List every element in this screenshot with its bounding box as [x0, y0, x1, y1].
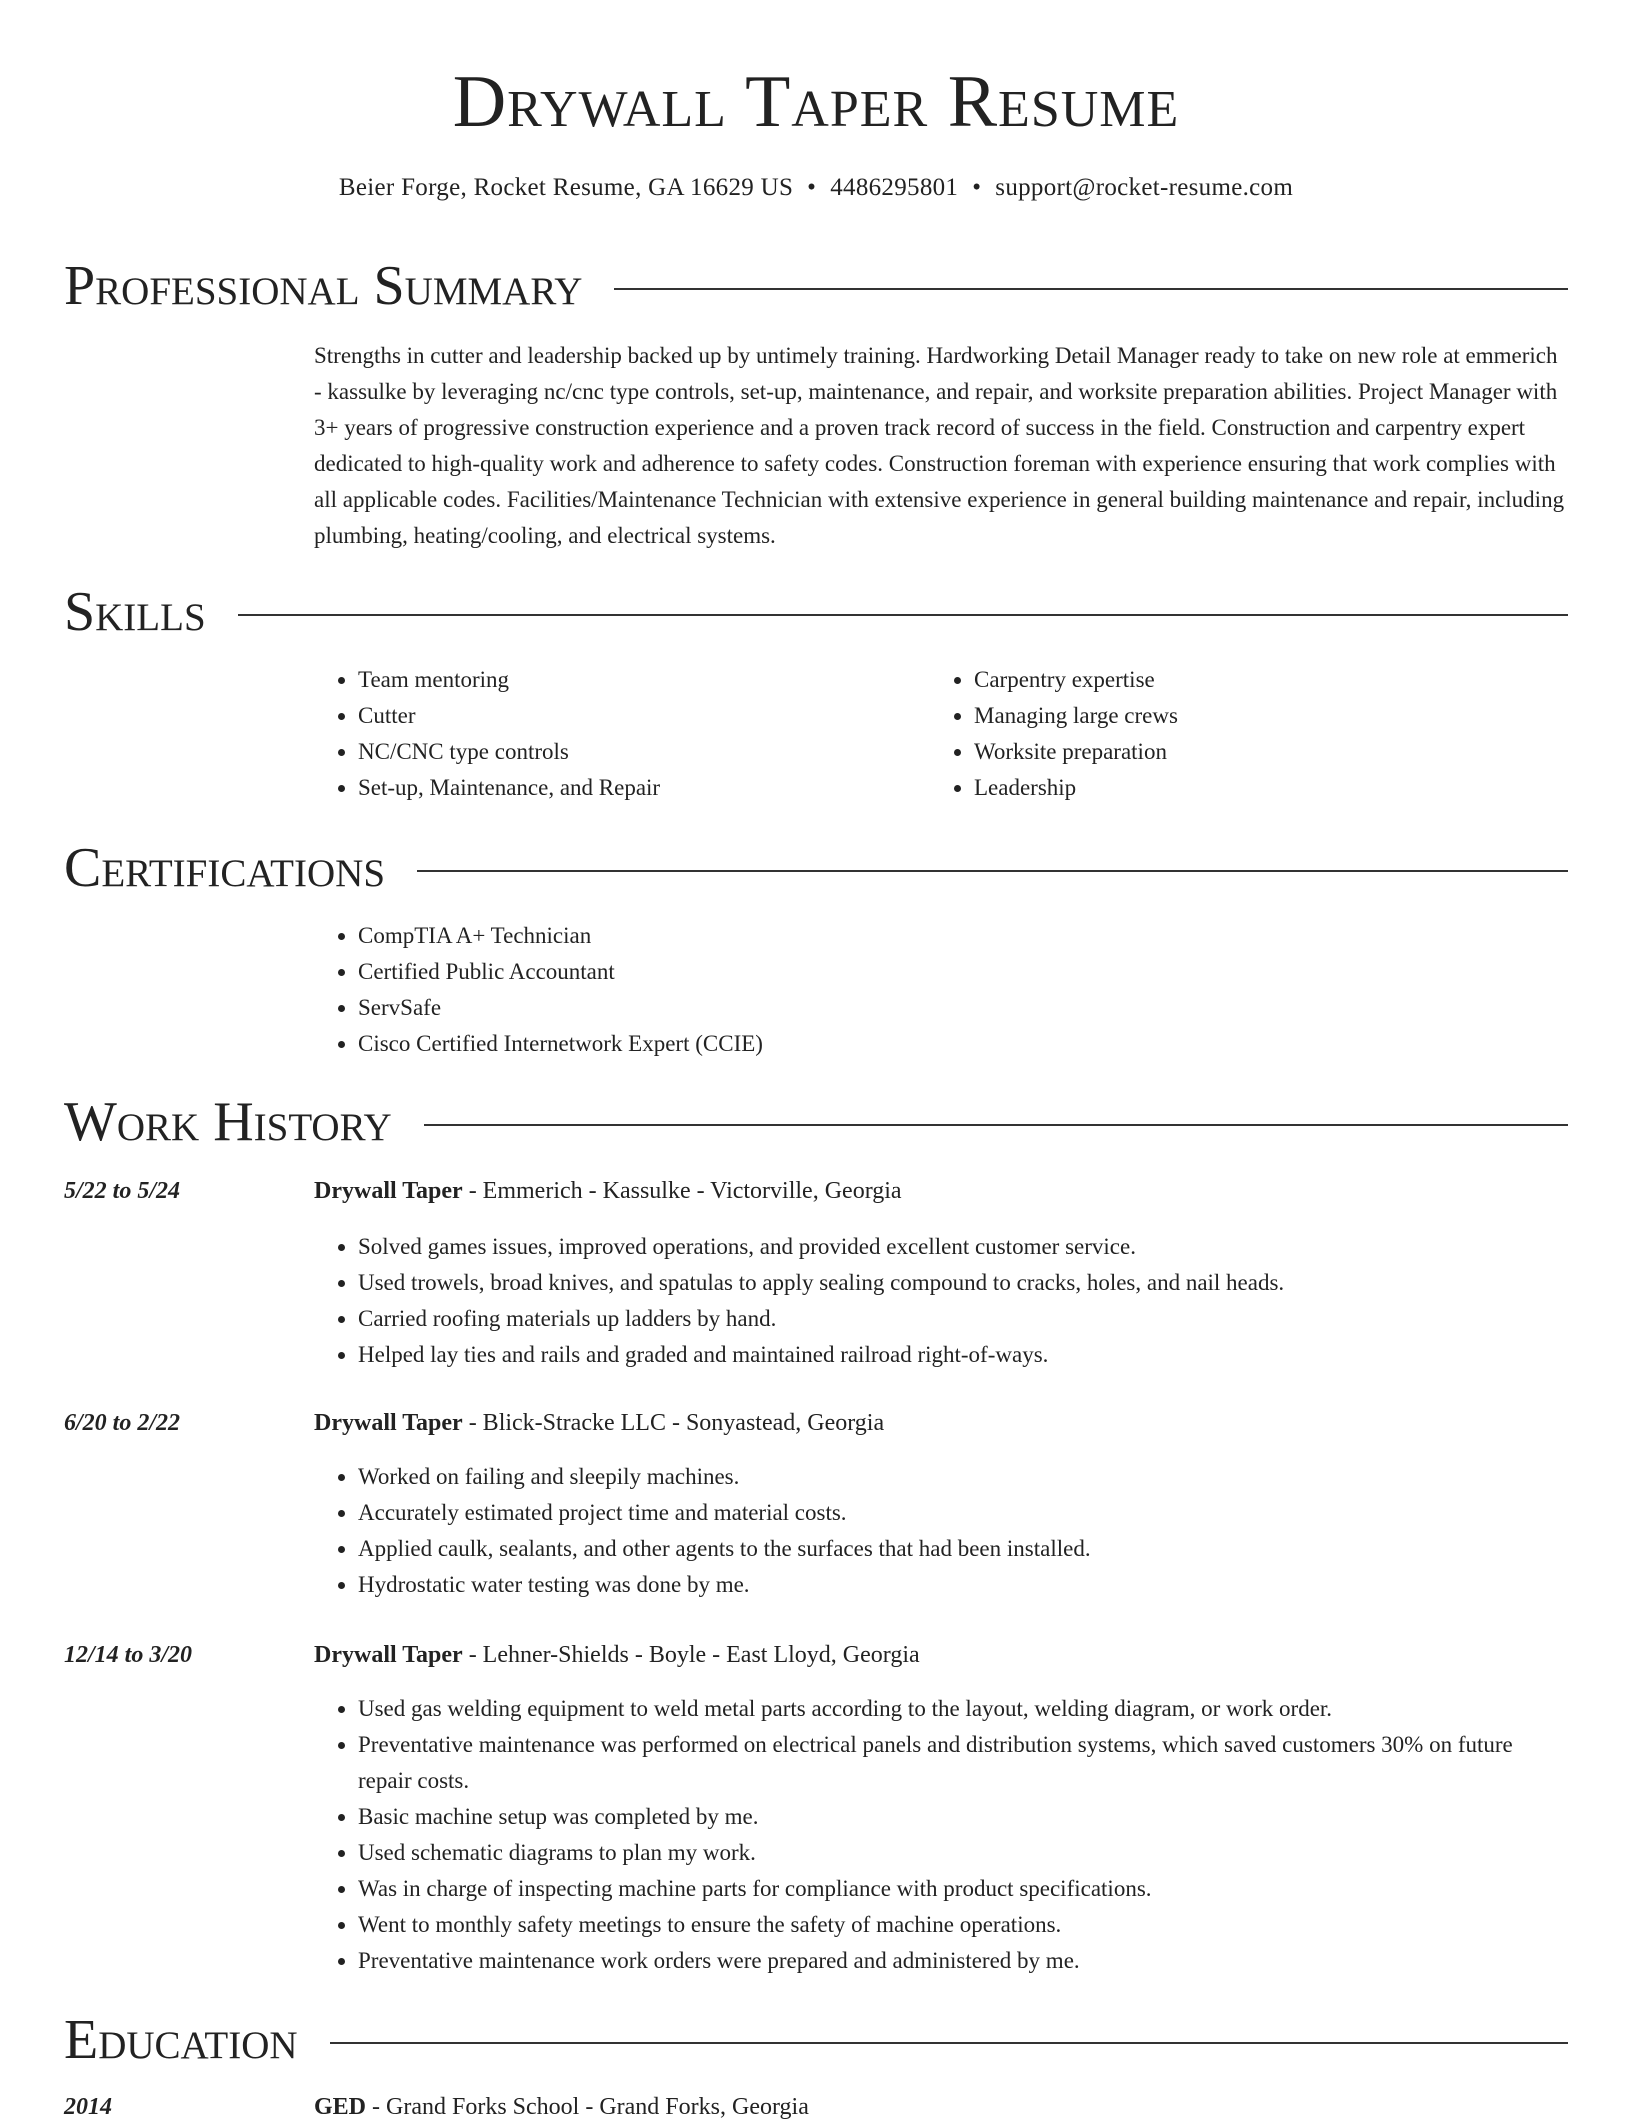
job-duties [314, 1229, 1568, 1373]
contact-separator: • [807, 174, 817, 201]
skill-item: • Carpentry expertise [974, 662, 1530, 698]
skill-item: • Leadership [974, 770, 1530, 806]
section-divider [417, 870, 1568, 872]
duty-item: • Went to monthly safety meetings to ensure the safety of machine operations. [358, 1907, 1568, 1943]
summary-paragraph: Strengths in cutter and leadership backed up by untimely training. Hardworking Detail Manager ready to take on new role at emmerich - kassulke by leveraging nc/cnc type controls, set-up, maintenance, and repair, and worksite preparation abilities. Project Manager with 3+ years of progressive construction experience and a proven track record of success in the field. Construction and carpentry expert dedicated to high-quality work and adherence to safety codes. Construction foreman with experience ensuring that work complies with all applicable codes. Facilities/Maintenance Technician with extensive experience in general building maintenance and repair, including plumbing, heating/cooling, and electrical systems. [314, 343, 1565, 548]
resume-title: Drywall Taper Resume [452, 61, 1180, 143]
duty-item: • Basic machine setup was completed by me. [358, 1799, 1568, 1835]
duty-item: • Accurately estimated project time and material costs. [358, 1495, 1568, 1531]
contact-separator: • [972, 174, 982, 201]
section-education [64, 2009, 1568, 2071]
duty-item: • Used gas welding equipment to weld metal parts according to the layout, welding diagram, or work order. [358, 1691, 1568, 1727]
certifications-list [314, 918, 1568, 1062]
job-dates: 5/22 to 5/24 [64, 1178, 181, 1204]
contact-email: support@rocket-resume.com [995, 174, 1294, 201]
duty-item: • Preventative maintenance work orders were prepared and administered by me. [358, 1943, 1568, 1979]
section-divider [238, 614, 1568, 616]
section-heading: Certifications [64, 837, 386, 899]
contact-line [0, 174, 1632, 202]
duty-item: • Helped lay ties and rails and graded and maintained railroad right-of-ways. [358, 1337, 1568, 1373]
job-title: Drywall Taper [314, 1642, 463, 1668]
section-heading: Skills [64, 581, 206, 643]
skill-item: • Managing large crews [974, 698, 1530, 734]
skill-item: • Worksite preparation [974, 734, 1530, 770]
job-employer: - Lehner-Shields - Boyle - East Lloyd, Georgia [462, 1642, 920, 1668]
section-divider [424, 1124, 1568, 1126]
job-title: Drywall Taper [314, 1410, 463, 1436]
job-employer: - Emmerich - Kassulke - Victorville, Georgia [462, 1178, 902, 1204]
education-heading [314, 2094, 809, 2121]
duty-item: • Solved games issues, improved operations, and provided excellent customer service. [358, 1229, 1568, 1265]
job-employer: - Blick-Stracke LLC - Sonyastead, Georgia [462, 1410, 885, 1436]
section-heading: Work History [64, 1091, 392, 1153]
job-heading [314, 1410, 884, 1437]
duty-item: • Applied caulk, sealants, and other agents to the surfaces that had been installed. [358, 1531, 1568, 1567]
job-duties [314, 1691, 1568, 1979]
section-divider [614, 288, 1568, 290]
job-duties [314, 1459, 1568, 1603]
education-degree: GED [314, 2094, 367, 2120]
job-heading [314, 1178, 902, 1205]
section-skills [64, 581, 1568, 643]
skill-item: • Cutter [358, 698, 914, 734]
certification-item: • Certified Public Accountant [358, 954, 1568, 990]
duty-item: • Was in charge of inspecting machine parts for compliance with product specifications. [358, 1871, 1568, 1907]
duty-item: • Worked on failing and sleepily machines. [358, 1459, 1568, 1495]
skills-column-right [930, 662, 1530, 806]
duty-item: • Carried roofing materials up ladders by hand. [358, 1301, 1568, 1337]
duty-item: • Hydrostatic water testing was done by me. [358, 1567, 1568, 1603]
job-dates: 6/20 to 2/22 [64, 1410, 181, 1436]
duty-item: • Used trowels, broad knives, and spatulas to apply sealing compound to cracks, holes, and nail heads. [358, 1265, 1568, 1301]
education-school: - Grand Forks School - Grand Forks, Georgia [366, 2094, 809, 2120]
duty-item: • Preventative maintenance was performed on electrical panels and distribution systems, which saved customers 30% on future repair costs. [358, 1727, 1568, 1799]
section-heading: Professional Summary [64, 255, 583, 317]
certification-item: • ServSafe [358, 990, 1568, 1026]
contact-phone: 4486295801 [830, 174, 959, 201]
job-title: Drywall Taper [314, 1178, 463, 1204]
certification-item: • Cisco Certified Internetwork Expert (CCIE) [358, 1026, 1568, 1062]
skill-item: • Set-up, Maintenance, and Repair [358, 770, 914, 806]
skill-item: • NC/CNC type controls [358, 734, 914, 770]
job-heading [314, 1642, 920, 1669]
certification-item: • CompTIA A+ Technician [358, 918, 1568, 954]
education-year: 2014 [64, 2094, 112, 2120]
section-work-history [64, 1091, 1568, 1153]
job-dates: 12/14 to 3/20 [64, 1642, 193, 1668]
duty-item: • Used schematic diagrams to plan my work. [358, 1835, 1568, 1871]
section-divider [330, 2042, 1568, 2044]
section-heading: Education [64, 2009, 298, 2071]
section-certifications [64, 837, 1568, 899]
contact-address: Beier Forge, Rocket Resume, GA 16629 US [338, 174, 794, 201]
skill-item: • Team mentoring [358, 662, 914, 698]
skills-column-left [314, 662, 914, 806]
section-professional-summary [64, 255, 1568, 317]
